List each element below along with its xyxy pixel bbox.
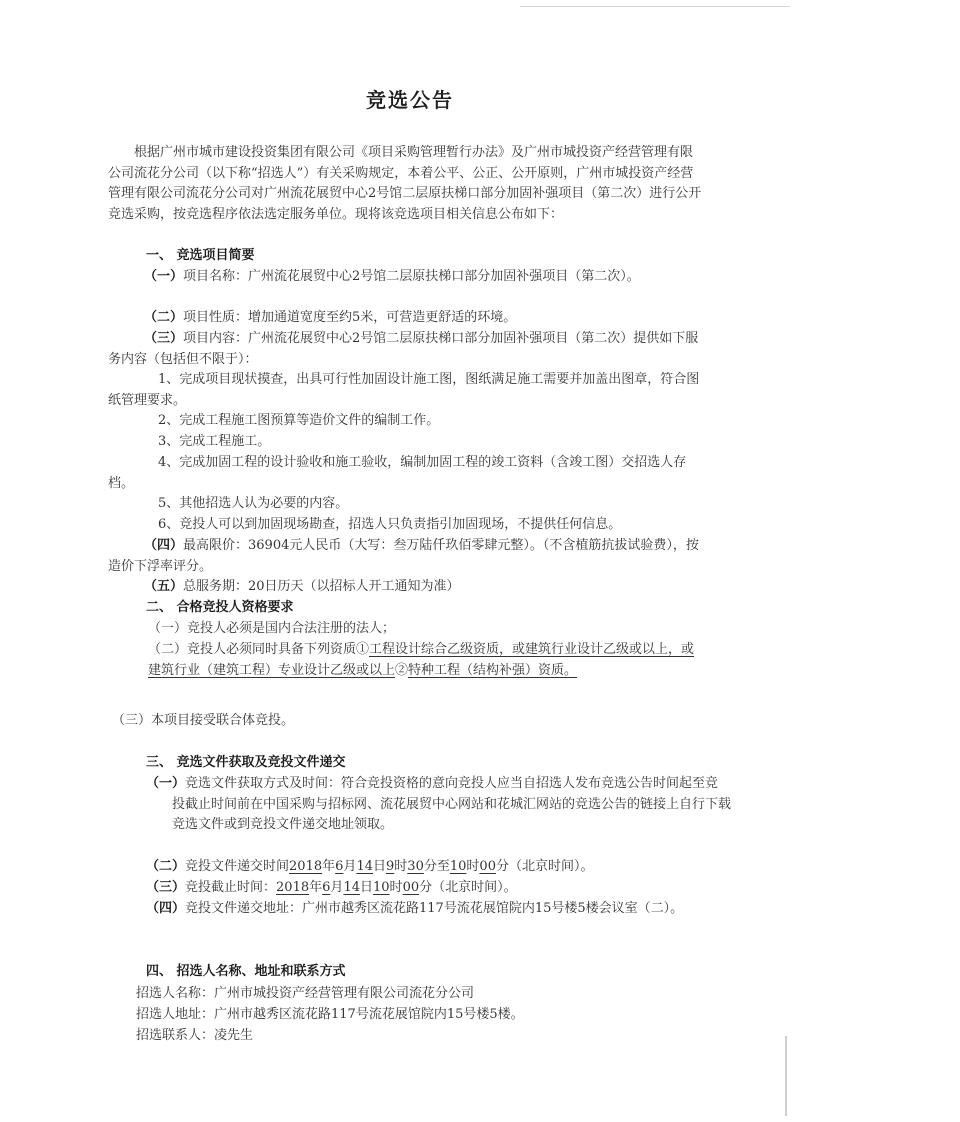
list-item: 6、竞投人可以到加固现场勘查，招选人只负责指引加固现场，不提供任何信息。 xyxy=(158,517,622,532)
s3-item-submit-time xyxy=(146,857,593,878)
s3-deadline-pre: 竞投截止时间： xyxy=(185,880,277,895)
s3-submit-minute-end-unit: 分（北京时间）。 xyxy=(495,859,594,874)
s3-submit-minute-start: 30 xyxy=(407,859,424,874)
s3-submit-hour-end-unit: 时 xyxy=(466,859,480,874)
contact-name: 招选人名称：广州市城投资产经营管理有限公司流花分公司 xyxy=(136,986,475,1001)
s3-deadline-day-unit: 日 xyxy=(359,880,373,895)
s1-item-name-label: （一） xyxy=(144,269,184,284)
s1-item-content xyxy=(108,329,705,370)
s3-submit-year: 2018 xyxy=(289,859,323,874)
s3-deadline-day: 14 xyxy=(343,880,360,895)
s3-item-address xyxy=(108,899,705,920)
s1-item-content-text: 项目内容：广州流花展贸中心2号馆二层原扶梯口部分加固补强项目（第二次）提供如下服务内容（包括但不限于）： xyxy=(108,331,699,367)
s2-item-qualification xyxy=(148,640,705,681)
s3-item-deadline xyxy=(146,878,517,899)
s3-deadline-label: （三） xyxy=(146,880,186,895)
s3-submit-hour-start-unit: 时 xyxy=(394,859,408,874)
intro-paragraph: 根据广州市城市建设投资集团有限公司《项目采购管理暂行办法》及广州市城投资产经营管理有限公司流花分公司（以下称“招选人”）有关采购规定，本着公平、公正、公开原则，广州市城投资产经营管理有限公司流花分公司对广州流花展贸中心2号馆二层原扶梯口部分加固补强项目（第二次）进行公开竞选采购，按竞选程序依法选定服务单位。现将该竞选项目相关信息公布如下： xyxy=(108,145,702,222)
section-1-heading: 一、 竞选项目简要 xyxy=(146,248,255,263)
s1-item-nature-label: （二） xyxy=(144,310,184,325)
contact-person: 招选联系人：凌先生 xyxy=(136,1028,254,1043)
list-item: 1、完成项目现状摸查，出具可行性加固设计施工图，图纸满足施工需要并加盖出图章，符合图纸管理要求。 xyxy=(108,372,700,408)
s1-item-content-label: （三） xyxy=(144,331,184,346)
section-2-heading: 二、 合格竞投人资格要求 xyxy=(146,600,294,615)
s3-submit-year-unit: 年 xyxy=(322,859,336,874)
s3-submit-day: 14 xyxy=(356,859,373,874)
s2-qualification-design: 工程设计综合乙级资质，或建筑行业设计乙级或以上，或建筑行业（建筑工程）专业设计乙级或以上 xyxy=(148,642,695,678)
scan-edge-line xyxy=(520,6,790,7)
s3-item-obtain xyxy=(146,774,731,836)
s3-submit-hour-end: 10 xyxy=(449,859,467,874)
s1-item-name xyxy=(108,267,705,288)
s3-submit-hour-start: 9 xyxy=(386,859,395,874)
s3-deadline-year: 2018 xyxy=(276,880,310,895)
list-item: 4、完成加固工程的设计验收和施工验收，编制加固工程的竣工资料（含竣工图）交招选人存档。 xyxy=(108,455,687,491)
s1-item-nature-text: 项目性质：增加通道宽度至约5米，可营造更舒适的环境。 xyxy=(183,310,517,325)
scan-edge-line xyxy=(785,1036,787,1116)
s3-submit-minute-end: 00 xyxy=(479,859,496,874)
list-item: 2、完成工程施工图预算等造价文件的编制工作。 xyxy=(158,413,440,428)
s3-submit-day-unit: 日 xyxy=(372,859,386,874)
s3-item-obtain-label: （一） xyxy=(146,776,186,791)
s3-deadline-minute: 00 xyxy=(402,880,420,895)
s1-item-period-text: 总服务期：20日历天（以招标人开工通知为准） xyxy=(183,579,460,594)
s3-submit-time-label: （二） xyxy=(146,859,186,874)
s1-item-price-label: （四） xyxy=(144,538,184,553)
s2-qualification-special: 特种工程（结构补强）资质。 xyxy=(408,662,578,678)
section-4-heading: 四、 招选人名称、地址和联系方式 xyxy=(146,964,346,979)
s1-item-price-text: 最高限价：36904元人民币（大写：叁万陆仟玖佰零肆元整）。（不含植筋抗拔试验费），按造价下浮率评分。 xyxy=(108,538,699,574)
s2-qualification-mid: ② xyxy=(395,662,409,678)
s3-submit-minute-start-unit: 分至 xyxy=(423,859,450,874)
s3-address-label: （四） xyxy=(146,901,186,916)
s3-deadline-hour-unit: 时 xyxy=(389,880,403,895)
s3-address-text: 竞投文件递交地址：广州市越秀区流花路117号流花展馆院内15号楼5楼会议室（二）。 xyxy=(185,901,684,916)
s3-submit-month-unit: 月 xyxy=(343,859,357,874)
s3-deadline-minute-unit: 分（北京时间）。 xyxy=(419,880,517,895)
s1-item-period-label: （五） xyxy=(144,579,184,594)
s3-deadline-month: 6 xyxy=(322,880,331,895)
s3-deadline-hour: 10 xyxy=(373,880,390,895)
list-item: 5、其他招选人认为必要的内容。 xyxy=(158,496,349,511)
s2-item-consortium: （三）本项目接受联合体竞投。 xyxy=(112,713,295,728)
list-item: 3、完成工程施工。 xyxy=(158,434,271,449)
s3-submit-month: 6 xyxy=(335,859,344,874)
page-title: 竞选公告 xyxy=(366,88,454,112)
section-3-heading: 三、 竞选文件获取及竞投文件递交 xyxy=(146,755,346,770)
contact-address: 招选人地址：广州市越秀区流花路117号流花展馆院内15号楼5楼。 xyxy=(136,1007,524,1022)
s3-item-obtain-text: 竞选文件获取方式及时间：符合竞投资格的意向竞投人应当自招选人发布竞选公告时间起至竞投截止时间前在中国采购与招标网、流花展贸中心网站和花城汇网站的竞选公告的链接上自行下载竞选文件或到竞投文件递交地址领取。 xyxy=(172,776,732,833)
s3-deadline-month-unit: 月 xyxy=(330,880,344,895)
s3-submit-time-pre: 竞投文件递交时间 xyxy=(185,859,290,874)
s1-item-nature xyxy=(108,308,705,329)
s3-deadline-year-unit: 年 xyxy=(309,880,323,895)
s2-item-legal: （一）竞投人必须是国内合法注册的法人； xyxy=(148,621,396,636)
s1-item-price xyxy=(108,536,705,577)
s2-qualification-pre: （二）竞投人必须同时具备下列资质① xyxy=(148,642,370,657)
s1-item-name-text: 项目名称：广州流花展贸中心2号馆二层原扶梯口部分加固补强项目（第二次）。 xyxy=(183,269,640,284)
s1-item-period xyxy=(108,577,705,598)
